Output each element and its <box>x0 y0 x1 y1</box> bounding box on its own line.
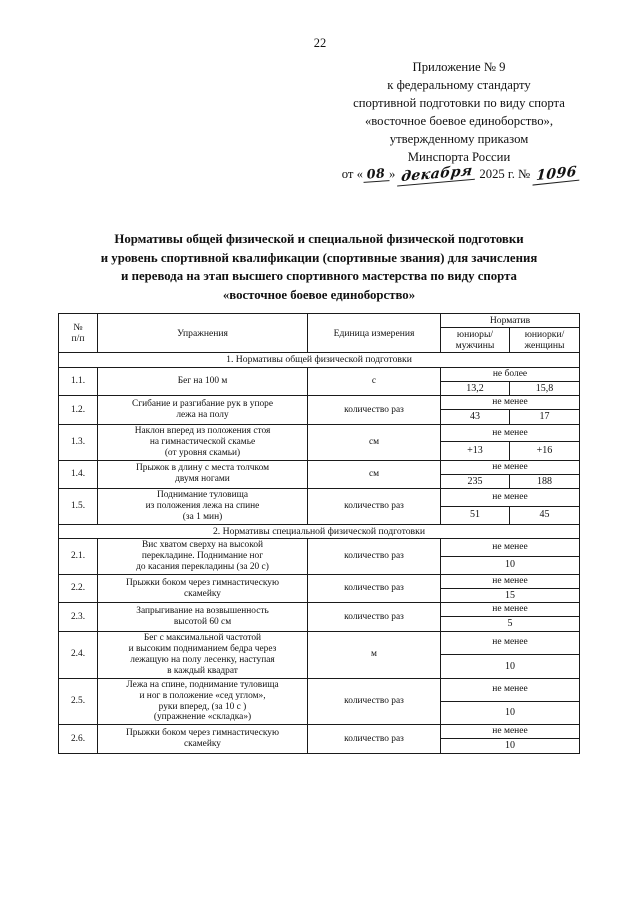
order-month-handwritten: декабря <box>398 162 478 186</box>
table-section-row <box>59 524 580 538</box>
cell-limit-label: не менее <box>441 725 580 739</box>
exercise-line: Наклон вперед из положения стоя <box>134 425 271 436</box>
header-norm: Норматив <box>441 314 580 328</box>
exercise-line: Сгибание и разгибание рук в упоре <box>132 399 273 410</box>
cell-row-number: 1.1. <box>59 367 98 396</box>
exercise-line: Вис хватом сверху на высокой <box>141 540 264 551</box>
cell-row-number: 1.4. <box>59 460 98 489</box>
table-row <box>59 396 580 410</box>
table-row <box>59 632 580 655</box>
table-row <box>59 678 580 701</box>
table-section-row <box>59 353 580 367</box>
exercise-line: (за 1 мин) <box>182 511 223 522</box>
cell-unit: см <box>308 460 441 489</box>
header-male-line2: мужчины <box>455 340 495 352</box>
header-number-line1: № <box>73 322 83 334</box>
cell-value-combined: 10 <box>441 701 580 725</box>
cell-row-number: 2.3. <box>59 603 98 632</box>
cell-value-male: 43 <box>441 410 510 425</box>
exercise-line: Прыжок в длину с места толчком <box>135 463 270 474</box>
cell-limit-label: не менее <box>441 396 580 410</box>
cell-unit: количество раз <box>308 574 441 603</box>
cell-exercise <box>98 460 308 489</box>
cell-value-female: 15,8 <box>510 381 580 396</box>
table-row <box>59 574 580 588</box>
order-prefix: от « <box>341 167 363 181</box>
exercise-line: лежащую на полу лесенку, наступая <box>130 654 275 665</box>
cell-value-female: +16 <box>510 442 580 460</box>
cell-unit: количество раз <box>308 489 441 525</box>
exercise-line: лежа на полу <box>176 410 229 421</box>
approval-block <box>330 58 588 166</box>
header-female-line2: женщины <box>524 340 565 352</box>
cell-value-male: 13,2 <box>441 381 510 396</box>
exercise-line: до касания перекладины (за 20 с) <box>136 561 269 572</box>
header-male-line1: юниоры/ <box>456 329 494 341</box>
cell-value-male: +13 <box>441 442 510 460</box>
cell-value-male: 51 <box>441 506 510 524</box>
table-row <box>59 460 580 474</box>
approval-line-1: Приложение № 9 <box>412 60 506 74</box>
approval-line-6: Минспорта России <box>407 150 511 165</box>
approval-line-3: спортивной подготовки по виду спорта <box>353 96 565 111</box>
cell-row-number: 2.4. <box>59 632 98 679</box>
exercise-line: и высоким подниманием бедра через <box>128 643 277 654</box>
order-number-handwritten: 1096 <box>533 163 581 185</box>
exercise-line: Бег на 100 м <box>177 375 228 386</box>
cell-unit: количество раз <box>308 396 441 425</box>
order-year-label: 2025 г. № <box>479 167 531 181</box>
table-row <box>59 725 580 739</box>
cell-exercise <box>98 539 308 575</box>
exercise-line: Прыжки боком через гимнастическую <box>126 728 279 739</box>
approval-line-2: к федеральному стандарту <box>387 78 531 93</box>
exercise-line: Поднимание туловища <box>157 490 248 501</box>
exercise-line: скамейку <box>184 588 221 599</box>
cell-limit-label: не менее <box>441 632 580 655</box>
table-row <box>59 603 580 617</box>
title-line-1: Нормативы общей физической и специальной физической подготовки <box>114 232 524 246</box>
exercise-line: перекладине. Поднимание ног <box>141 551 264 562</box>
order-day-handwritten: 08 <box>362 165 389 183</box>
table-section-label: 1. Нормативы общей физической подготовки <box>59 353 580 367</box>
cell-value-female: 45 <box>510 506 580 524</box>
cell-value-combined: 10 <box>441 739 580 754</box>
exercise-line: (упражнение «складка») <box>153 712 252 723</box>
cell-unit: количество раз <box>308 539 441 575</box>
exercise-line: в каждый квадрат <box>167 665 238 676</box>
cell-value-male: 235 <box>441 474 510 489</box>
cell-exercise <box>98 603 308 632</box>
cell-limit-label: не менее <box>441 460 580 474</box>
cell-unit: с <box>308 367 441 396</box>
standards-table <box>58 313 580 754</box>
table-row <box>59 367 580 381</box>
cell-row-number: 1.2. <box>59 396 98 425</box>
approval-line-5: утвержденному приказом <box>389 132 529 147</box>
exercise-line: двумя ногами <box>175 474 230 485</box>
cell-exercise <box>98 489 308 525</box>
cell-row-number: 2.5. <box>59 678 98 725</box>
cell-exercise <box>98 725 308 754</box>
cell-exercise <box>98 632 308 679</box>
cell-limit-label: не менее <box>441 603 580 617</box>
table-row <box>59 539 580 556</box>
table-section-label: 2. Нормативы специальной физической подготовки <box>59 524 580 538</box>
cell-limit-label: не менее <box>441 539 580 556</box>
header-number <box>59 314 98 353</box>
header-exercise: Упражнения <box>98 314 308 353</box>
cell-unit: количество раз <box>308 725 441 754</box>
title-line-4: «восточное боевое единоборство» <box>222 287 416 302</box>
cell-value-combined: 5 <box>441 617 580 632</box>
header-female <box>510 328 580 353</box>
cell-exercise <box>98 574 308 603</box>
exercise-line: Прыжки боком через гимнастическую <box>126 577 279 588</box>
cell-unit: м <box>308 632 441 679</box>
cell-value-female: 17 <box>510 410 580 425</box>
exercise-line: (от уровня скамьи) <box>164 447 241 458</box>
exercise-line: высотой 60 см <box>173 617 232 628</box>
cell-value-combined: 15 <box>441 588 580 603</box>
header-number-line2: п/п <box>71 333 85 345</box>
exercise-line: и ног в положение «сед углом», <box>139 690 266 701</box>
cell-limit-label: не более <box>441 367 580 381</box>
cell-unit: количество раз <box>308 678 441 725</box>
header-female-line1: юниорки/ <box>524 329 565 341</box>
table-header-row-1 <box>59 314 580 328</box>
page-title <box>58 230 580 304</box>
exercise-line: Лежа на спине, поднимание туловища <box>126 679 279 690</box>
exercise-line: Запрыгивание на возвышенность <box>136 606 269 617</box>
cell-limit-label: не менее <box>441 678 580 701</box>
table-row <box>59 424 580 441</box>
cell-unit: см <box>308 424 441 460</box>
table-row <box>59 489 580 506</box>
exercise-line: на гимнастической скамье <box>149 436 256 447</box>
title-line-3: и перевода на этап высшего спортивного мастерства по виду спорта <box>121 269 517 284</box>
header-unit: Единица измерения <box>308 314 441 353</box>
cell-row-number: 1.3. <box>59 424 98 460</box>
cell-exercise <box>98 396 308 425</box>
exercise-line: руки вперед, (за 10 с ) <box>158 701 247 712</box>
title-line-2: и уровень спортивной квалификации (спортивные звания) для зачисления <box>100 250 538 265</box>
exercise-line: скамейку <box>184 739 221 750</box>
cell-value-female: 188 <box>510 474 580 489</box>
exercise-line: из положения лежа на спине <box>145 501 260 512</box>
cell-unit: количество раз <box>308 603 441 632</box>
header-male <box>441 328 510 353</box>
cell-exercise <box>98 678 308 725</box>
cell-row-number: 1.5. <box>59 489 98 525</box>
order-quote-close: » <box>388 167 396 181</box>
cell-exercise <box>98 367 308 396</box>
cell-exercise <box>98 424 308 460</box>
approval-line-4: «восточное боевое единоборство», <box>364 114 554 129</box>
table-body <box>59 353 580 754</box>
cell-limit-label: не менее <box>441 424 580 441</box>
cell-limit-label: не менее <box>441 489 580 506</box>
exercise-line: Бег с максимальной частотой <box>143 633 262 644</box>
cell-row-number: 2.1. <box>59 539 98 575</box>
cell-value-combined: 10 <box>441 556 580 574</box>
page-number: 22 <box>313 36 327 50</box>
cell-row-number: 2.2. <box>59 574 98 603</box>
cell-row-number: 2.6. <box>59 725 98 754</box>
order-reference-line <box>330 162 592 186</box>
cell-value-combined: 10 <box>441 654 580 678</box>
cell-limit-label: не менее <box>441 574 580 588</box>
